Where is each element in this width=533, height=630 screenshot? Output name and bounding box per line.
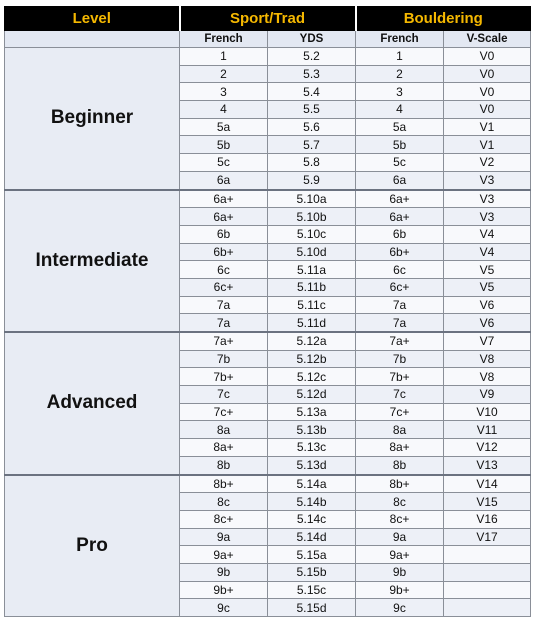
french-boulder-cell: 4 xyxy=(356,101,444,119)
yds-cell: 5.11c xyxy=(268,296,356,314)
vscale-cell: V6 xyxy=(444,296,531,314)
french-cell: 5a xyxy=(180,118,268,136)
vscale-cell: V3 xyxy=(444,190,531,208)
french-boulder-header: French xyxy=(356,31,444,48)
yds-cell: 5.13a xyxy=(268,403,356,421)
french-cell: 7c xyxy=(180,386,268,404)
french-cell: 9c xyxy=(180,599,268,617)
table-row xyxy=(5,190,531,208)
french-cell: 6c+ xyxy=(180,278,268,296)
french-boulder-cell: 7b+ xyxy=(356,368,444,386)
yds-cell: 5.2 xyxy=(268,48,356,66)
french-cell: 9b xyxy=(180,563,268,581)
french-boulder-cell: 7a xyxy=(356,314,444,332)
french-cell: 3 xyxy=(180,83,268,101)
french-boulder-cell: 9b xyxy=(356,563,444,581)
yds-cell: 5.12b xyxy=(268,350,356,368)
french-boulder-cell: 7a xyxy=(356,296,444,314)
french-cell: 7a+ xyxy=(180,332,268,350)
vscale-cell: V15 xyxy=(444,493,531,511)
french-cell: 5c xyxy=(180,154,268,172)
yds-cell: 5.5 xyxy=(268,101,356,119)
french-boulder-cell: 8c xyxy=(356,493,444,511)
level-header: Level xyxy=(5,7,180,31)
french-cell: 8a xyxy=(180,421,268,439)
vscale-cell: V7 xyxy=(444,332,531,350)
group-header-row xyxy=(5,7,531,31)
french-boulder-cell: 8b xyxy=(356,456,444,474)
french-cell: 7c+ xyxy=(180,403,268,421)
yds-cell: 5.10b xyxy=(268,208,356,226)
yds-header: YDS xyxy=(268,31,356,48)
french-cell: 8a+ xyxy=(180,439,268,457)
yds-cell: 5.11d xyxy=(268,314,356,332)
yds-cell: 5.11b xyxy=(268,278,356,296)
vscale-cell: V0 xyxy=(444,101,531,119)
french-cell: 6b+ xyxy=(180,243,268,261)
table-row xyxy=(5,332,531,350)
grade-table-body xyxy=(5,48,531,617)
vscale-cell xyxy=(444,599,531,617)
french-cell: 9a+ xyxy=(180,546,268,564)
french-boulder-cell: 6b xyxy=(356,225,444,243)
french-cell: 8c xyxy=(180,493,268,511)
vscale-cell: V13 xyxy=(444,456,531,474)
french-boulder-cell: 6c+ xyxy=(356,278,444,296)
french-boulder-cell: 7c xyxy=(356,386,444,404)
french-cell: 6b xyxy=(180,225,268,243)
french-boulder-cell: 7b xyxy=(356,350,444,368)
vscale-cell: V1 xyxy=(444,118,531,136)
sub-header-row xyxy=(5,31,531,48)
french-boulder-cell: 8c+ xyxy=(356,510,444,528)
french-boulder-cell: 8a xyxy=(356,421,444,439)
vscale-cell xyxy=(444,563,531,581)
french-cell: 6a+ xyxy=(180,208,268,226)
yds-cell: 5.6 xyxy=(268,118,356,136)
french-cell: 8b xyxy=(180,456,268,474)
french-boulder-cell: 9c xyxy=(356,599,444,617)
vscale-cell: V2 xyxy=(444,154,531,172)
vscale-cell: V8 xyxy=(444,350,531,368)
yds-cell: 5.15a xyxy=(268,546,356,564)
french-cell: 2 xyxy=(180,65,268,83)
french-boulder-cell: 5a xyxy=(356,118,444,136)
vscale-cell: V0 xyxy=(444,48,531,66)
vscale-cell: V10 xyxy=(444,403,531,421)
yds-cell: 5.11a xyxy=(268,261,356,279)
french-cell: 7b+ xyxy=(180,368,268,386)
level-label: Beginner xyxy=(5,48,180,190)
french-cell: 5b xyxy=(180,136,268,154)
vscale-cell: V1 xyxy=(444,136,531,154)
vscale-cell: V12 xyxy=(444,439,531,457)
french-cell: 6a+ xyxy=(180,190,268,208)
table-row xyxy=(5,475,531,493)
level-label: Pro xyxy=(5,475,180,617)
yds-cell: 5.14c xyxy=(268,510,356,528)
french-cell: 8c+ xyxy=(180,510,268,528)
french-cell: 7a xyxy=(180,314,268,332)
vscale-cell: V3 xyxy=(444,208,531,226)
french-cell: 8b+ xyxy=(180,475,268,493)
yds-cell: 5.14a xyxy=(268,475,356,493)
vscale-cell: V16 xyxy=(444,510,531,528)
yds-cell: 5.12c xyxy=(268,368,356,386)
yds-cell: 5.15b xyxy=(268,563,356,581)
french-cell: 1 xyxy=(180,48,268,66)
vscale-cell: V11 xyxy=(444,421,531,439)
french-boulder-cell: 5c xyxy=(356,154,444,172)
vscale-header: V-Scale xyxy=(444,31,531,48)
bouldering-header: Bouldering xyxy=(356,7,531,31)
french-boulder-cell: 7c+ xyxy=(356,403,444,421)
yds-cell: 5.10a xyxy=(268,190,356,208)
french-boulder-cell: 8a+ xyxy=(356,439,444,457)
french-cell: 9a xyxy=(180,528,268,546)
vscale-cell xyxy=(444,546,531,564)
grade-conversion-table xyxy=(4,6,531,617)
french-boulder-cell: 7a+ xyxy=(356,332,444,350)
yds-cell: 5.10c xyxy=(268,225,356,243)
vscale-cell: V0 xyxy=(444,65,531,83)
french-boulder-cell: 6c xyxy=(356,261,444,279)
french-cell: 7b xyxy=(180,350,268,368)
french-boulder-cell: 8b+ xyxy=(356,475,444,493)
yds-cell: 5.12a xyxy=(268,332,356,350)
french-header: French xyxy=(180,31,268,48)
vscale-cell: V3 xyxy=(444,171,531,189)
french-cell: 6a xyxy=(180,171,268,189)
yds-cell: 5.10d xyxy=(268,243,356,261)
sport-trad-header: Sport/Trad xyxy=(180,7,356,31)
yds-cell: 5.15c xyxy=(268,581,356,599)
level-subheader-blank xyxy=(5,31,180,48)
level-label: Intermediate xyxy=(5,190,180,333)
french-cell: 4 xyxy=(180,101,268,119)
french-boulder-cell: 9b+ xyxy=(356,581,444,599)
yds-cell: 5.12d xyxy=(268,386,356,404)
vscale-cell: V4 xyxy=(444,225,531,243)
french-boulder-cell: 6a xyxy=(356,171,444,189)
yds-cell: 5.9 xyxy=(268,171,356,189)
yds-cell: 5.13b xyxy=(268,421,356,439)
vscale-cell: V5 xyxy=(444,278,531,296)
french-boulder-cell: 6a+ xyxy=(356,190,444,208)
vscale-cell: V0 xyxy=(444,83,531,101)
vscale-cell xyxy=(444,581,531,599)
yds-cell: 5.14b xyxy=(268,493,356,511)
french-boulder-cell: 5b xyxy=(356,136,444,154)
french-boulder-cell: 3 xyxy=(356,83,444,101)
yds-cell: 5.13c xyxy=(268,439,356,457)
table-row xyxy=(5,48,531,66)
yds-cell: 5.13d xyxy=(268,456,356,474)
vscale-cell: V17 xyxy=(444,528,531,546)
french-boulder-cell: 1 xyxy=(356,48,444,66)
vscale-cell: V8 xyxy=(444,368,531,386)
french-cell: 9b+ xyxy=(180,581,268,599)
level-label: Advanced xyxy=(5,332,180,475)
french-cell: 6c xyxy=(180,261,268,279)
yds-cell: 5.7 xyxy=(268,136,356,154)
yds-cell: 5.15d xyxy=(268,599,356,617)
vscale-cell: V5 xyxy=(444,261,531,279)
vscale-cell: V14 xyxy=(444,475,531,493)
french-boulder-cell: 6b+ xyxy=(356,243,444,261)
vscale-cell: V6 xyxy=(444,314,531,332)
vscale-cell: V9 xyxy=(444,386,531,404)
yds-cell: 5.3 xyxy=(268,65,356,83)
french-boulder-cell: 6a+ xyxy=(356,208,444,226)
yds-cell: 5.8 xyxy=(268,154,356,172)
french-boulder-cell: 2 xyxy=(356,65,444,83)
french-cell: 7a xyxy=(180,296,268,314)
yds-cell: 5.14d xyxy=(268,528,356,546)
yds-cell: 5.4 xyxy=(268,83,356,101)
french-boulder-cell: 9a+ xyxy=(356,546,444,564)
french-boulder-cell: 9a xyxy=(356,528,444,546)
vscale-cell: V4 xyxy=(444,243,531,261)
